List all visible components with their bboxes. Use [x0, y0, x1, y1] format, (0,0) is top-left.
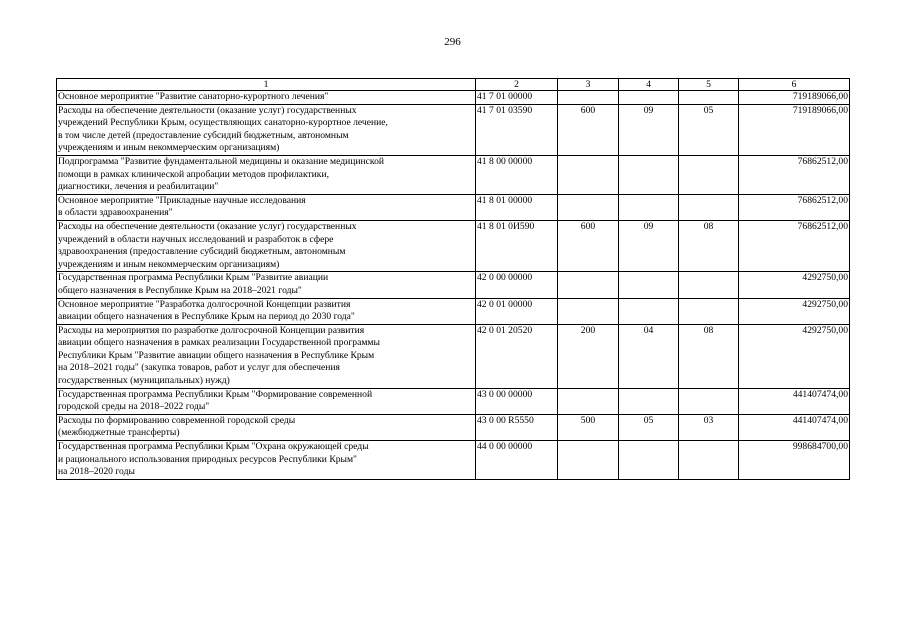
table-row: [57, 155, 850, 194]
row-section: [619, 91, 679, 105]
row-expense-type: [558, 155, 619, 194]
row-subsection: [679, 155, 739, 194]
row-code: 42 0 01 20520: [476, 324, 558, 388]
row-section: [619, 388, 679, 414]
row-expense-type: [558, 194, 619, 220]
row-description: Государственная программа Республики Крым "Развитие авиации общего назначения в Республике Крым на 2018–2021 годы": [57, 272, 476, 298]
row-amount: 441407474,00: [739, 414, 850, 440]
row-code: 41 7 01 03590: [476, 104, 558, 155]
table-row: [57, 298, 850, 324]
header-cell: 6: [739, 79, 850, 91]
row-section: 09: [619, 220, 679, 271]
table-row: [57, 324, 850, 388]
row-description: Основное мероприятие "Прикладные научные исследования в области здравоохранения": [57, 194, 476, 220]
row-subsection: [679, 194, 739, 220]
row-section: [619, 272, 679, 298]
row-expense-type: [558, 388, 619, 414]
row-subsection: 05: [679, 104, 739, 155]
table-row: [57, 414, 850, 440]
row-amount: 76862512,00: [739, 155, 850, 194]
row-amount: 441407474,00: [739, 388, 850, 414]
row-amount: 998684700,00: [739, 441, 850, 480]
row-code: 41 8 01 00000: [476, 194, 558, 220]
row-section: 04: [619, 324, 679, 388]
row-subsection: 08: [679, 324, 739, 388]
header-row: [57, 79, 850, 91]
table-row: [57, 441, 850, 480]
row-expense-type: [558, 272, 619, 298]
header-cell: 5: [679, 79, 739, 91]
row-amount: 719189066,00: [739, 104, 850, 155]
row-amount: 76862512,00: [739, 220, 850, 271]
row-section: [619, 155, 679, 194]
table-row: [57, 388, 850, 414]
row-code: 42 0 00 00000: [476, 272, 558, 298]
row-subsection: [679, 91, 739, 105]
row-expense-type: 200: [558, 324, 619, 388]
header-cell: 1: [57, 79, 476, 91]
row-subsection: [679, 388, 739, 414]
table-row: [57, 91, 850, 105]
row-section: [619, 194, 679, 220]
budget-table: [56, 78, 850, 480]
row-description: Расходы на мероприятия по разработке долгосрочной Концепции развития авиации общего назначения в рамках реализации Государственной программы Республики Крым "Развитие авиации общего назначения в Республике Крым на 2018–2021 годы" (закупка товаров, работ и услуг для обеспечения государственных (муниципальных) нужд): [57, 324, 476, 388]
row-code: 41 8 01 0И590: [476, 220, 558, 271]
row-amount: 4292750,00: [739, 298, 850, 324]
row-subsection: 03: [679, 414, 739, 440]
row-code: 44 0 00 00000: [476, 441, 558, 480]
row-expense-type: 600: [558, 104, 619, 155]
row-subsection: [679, 272, 739, 298]
header-cell: 3: [558, 79, 619, 91]
table-row: [57, 194, 850, 220]
row-expense-type: [558, 298, 619, 324]
row-amount: 76862512,00: [739, 194, 850, 220]
row-description: Основное мероприятие "Разработка долгосрочной Концепции развития авиации общего назначения в Республике Крым на период до 2030 года": [57, 298, 476, 324]
row-description: Расходы на обеспечение деятельности (оказание услуг) государственных учреждений в области научных исследований и разработок в сфере здравоохранения (предоставление субсидий бюджетным, автономным учреждениям и иным некоммерческим организациям): [57, 220, 476, 271]
row-section: [619, 441, 679, 480]
row-description: Государственная программа Республики Крым "Охрана окружающей среды и рационального использования природных ресурсов Республики Крым" на 2018–2020 годы: [57, 441, 476, 480]
row-code: 43 0 00 00000: [476, 388, 558, 414]
row-subsection: [679, 298, 739, 324]
row-code: 41 8 00 00000: [476, 155, 558, 194]
row-expense-type: 500: [558, 414, 619, 440]
row-amount: 4292750,00: [739, 272, 850, 298]
row-description: Расходы по формированию современной городской среды (межбюджетные трансферты): [57, 414, 476, 440]
row-description: Расходы на обеспечение деятельности (оказание услуг) государственных учреждений Республики Крым, осуществляющих санаторно-курортное лечение, в том числе детей (предоставление субсидий бюджетным, автономным учреждениям и иным некоммерческим организациям): [57, 104, 476, 155]
table-row: [57, 272, 850, 298]
row-subsection: 08: [679, 220, 739, 271]
row-section: [619, 298, 679, 324]
row-section: 05: [619, 414, 679, 440]
row-code: 42 0 01 00000: [476, 298, 558, 324]
row-subsection: [679, 441, 739, 480]
header-cell: 4: [619, 79, 679, 91]
page-number: 296: [444, 36, 461, 48]
row-code: 43 0 00 R5550: [476, 414, 558, 440]
row-code: 41 7 01 00000: [476, 91, 558, 105]
row-section: 09: [619, 104, 679, 155]
row-expense-type: [558, 441, 619, 480]
table-row: [57, 220, 850, 271]
row-expense-type: [558, 91, 619, 105]
row-description: Подпрограмма "Развитие фундаментальной медицины и оказание медицинской помощи в рамках клинической апробации методов профилактики, диагностики, лечения и реабилитации": [57, 155, 476, 194]
row-description: Государственная программа Республики Крым "Формирование современной городской среды на 2018–2022 годы": [57, 388, 476, 414]
row-expense-type: 600: [558, 220, 619, 271]
row-description: Основное мероприятие "Развитие санаторно-курортного лечения": [57, 91, 476, 105]
table-body: [57, 91, 850, 480]
table-row: [57, 104, 850, 155]
row-amount: 719189066,00: [739, 91, 850, 105]
row-amount: 4292750,00: [739, 324, 850, 388]
header-cell: 2: [476, 79, 558, 91]
